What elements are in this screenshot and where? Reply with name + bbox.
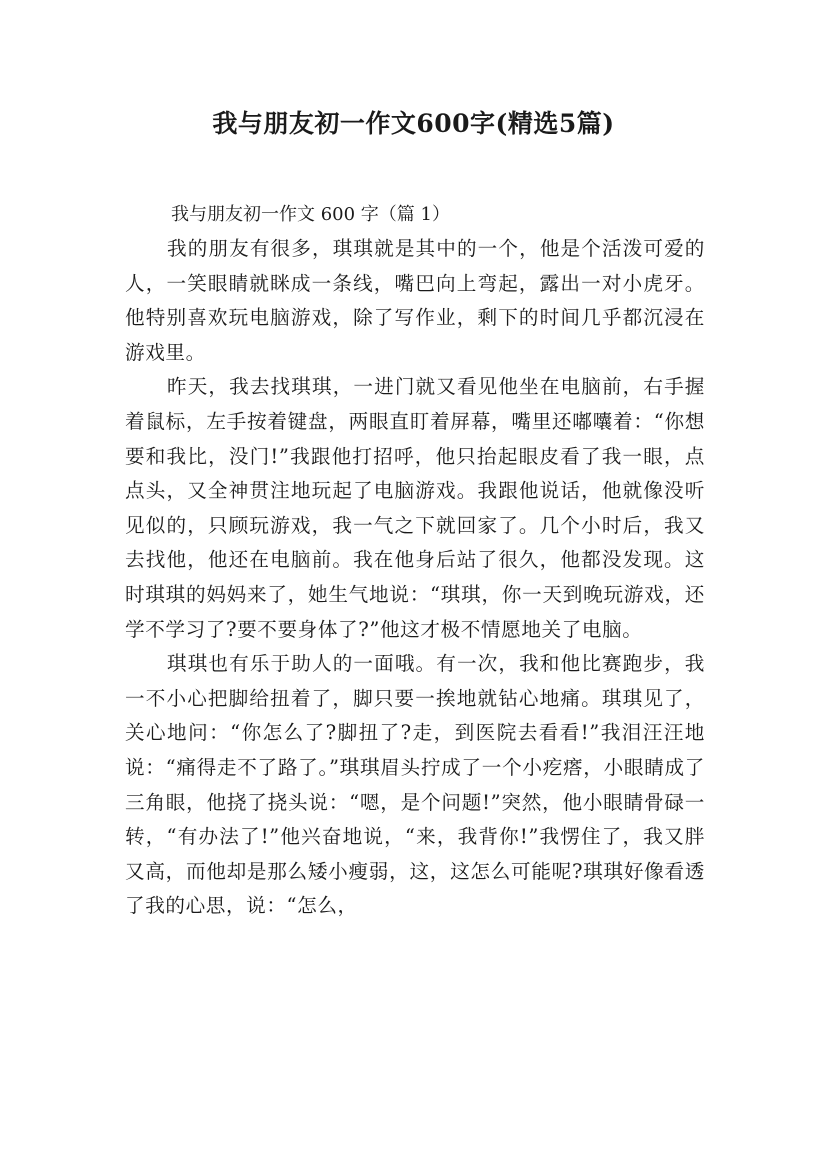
document-title: 我与朋友初一作文600字(精选5篇) [212, 109, 615, 138]
essay-section [125, 198, 705, 924]
section-heading: 我与朋友初一作文 600 字（篇 1） [171, 204, 450, 225]
paragraph-2: 昨天，我去找琪琪，一进门就又看见他坐在电脑前，右手握着鼠标，左手按着键盘，两眼直盯着屏幕，嘴里还嘟囔着：“你想要和我比，没门!”我跟他打招呼，他只抬起眼皮看了我一眼，点点头，又全神贯注地玩起了电脑游戏。我跟他说话，他就像没听见似的，只顾玩游戏，我一气之下就回家了。几个小时后，我又去找他，他还在电脑前。我在他身后站了很久，他都没发现。这时琪琪的妈妈来了，她生气地说：“琪琪，你一天到晚玩游戏，还学不学习了?要不要身体了?”他这才极不情愿地关了电脑。 [125, 375, 705, 641]
paragraph-3: 琪琪也有乐于助人的一面哦。有一次，我和他比赛跑步，我一不小心把脚给扭着了，脚只要一挨地就钻心地痛。琪琪见了，关心地问：“你怎么了?脚扭了?走，到医院去看看!”我泪汪汪地说：“痛得走不了路了。”琪琪眉头拧成了一个小疙瘩，小眼睛成了三角眼，他挠了挠头说：“嗯，是个问题!”突然，他小眼睛骨碌一转，“有办法了!”他兴奋地说，“来，我背你!”我愣住了，我又胖又高，而他却是那么矮小瘦弱，这，这怎么可能呢?琪琪好像看透了我的心思，说：“怎么， [125, 652, 705, 918]
paragraph-1: 我的朋友有很多，琪琪就是其中的一个，他是个活泼可爱的人，一笑眼睛就眯成一条线，嘴巴向上弯起，露出一对小虎牙。他特别喜欢玩电脑游戏，除了写作业，剩下的时间几乎都沉浸在游戏里。 [125, 237, 705, 364]
